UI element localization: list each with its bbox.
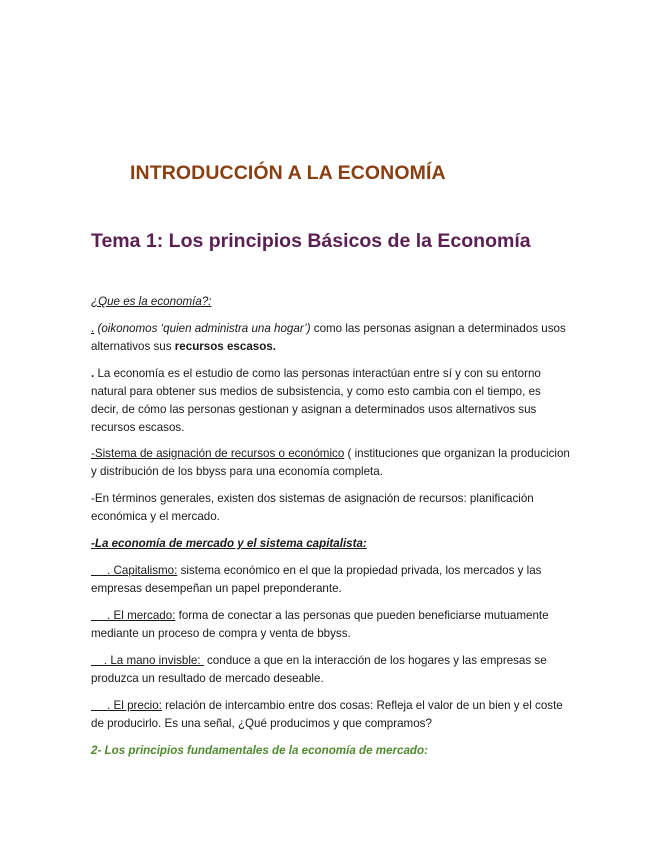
mercado-text: forma de conectar a las personas que pueden beneficiarse mutuamente mediante un proceso de compra y venta de bbyss. [91,609,552,640]
allocation-system-text: ( instituciones que organizan la producicion y distribución de los bbyss para una economía completa. [91,447,570,478]
mano-invisible-text: conduce a que en la interacción de los hogares y las empresas se produzca un resultado de mercado deseable. [91,654,550,685]
scarce-resources-text: recursos escasos. [174,340,276,353]
market-heading [91,535,571,553]
bullet-dot: . [91,367,95,380]
paragraph-allocation-system [91,445,571,481]
capitalismo-text: sistema económico en el que la propiedad privada, los mercados y las empresas desempeñan un papel preponderante. [91,564,545,595]
section-2-heading: 2- Los principios fundamentales de la economía de mercado: [91,744,428,757]
capitalismo-term: . Capitalismo: [91,564,178,577]
paragraph-mercado [91,607,571,643]
mano-invisible-term: . La mano invisble: [91,654,204,667]
paragraph-precio [91,697,571,733]
question-text: ¿Que es la economía?: [91,295,212,308]
market-heading-text: -La economía de mercado y el sistema capitalista: [91,537,367,550]
paragraph-two-systems: -En términos generales, existen dos sistemas de asignación de recursos: planificación económica y el mercado. [91,492,534,523]
mercado-term: . El mercado: [91,609,176,622]
paragraph-mano-invisible [91,652,571,688]
bullet-dot: . [91,322,95,335]
document-subtitle: Tema 1: Los principios Básicos de la Economía [91,230,531,252]
definition-text: como las personas asignan a determinados usos alternativos sus [91,322,566,353]
document-title: INTRODUCCIÓN A LA ECONOMÍA [130,162,446,184]
paragraph-capitalismo [91,562,571,598]
precio-term: . El precio: [91,699,162,712]
paragraph-definition [91,320,571,356]
allocation-system-term: -Sistema de asignación de recursos o económico [91,447,345,460]
precio-text: relación de intercambio entre dos cosas: Refleja el valor de un bien y el coste de producirlo. Es una señal, ¿Qué producimos y que compramos? [91,699,566,730]
question-heading [91,293,571,311]
paragraph-economy-study [91,365,571,437]
etymology-text: (oikonomos ‘quien administra una hogar’) [94,322,311,335]
economy-study-text: La economía es el estudio de como las personas interactúan entre sí y con su entorno natural para obtener sus medios de subsistencia, y como esto cambia con el tiempo, es decir, de cómo las personas gestionan y asignan a determinados usos alternativos sus recursos escasos. [91,367,541,434]
